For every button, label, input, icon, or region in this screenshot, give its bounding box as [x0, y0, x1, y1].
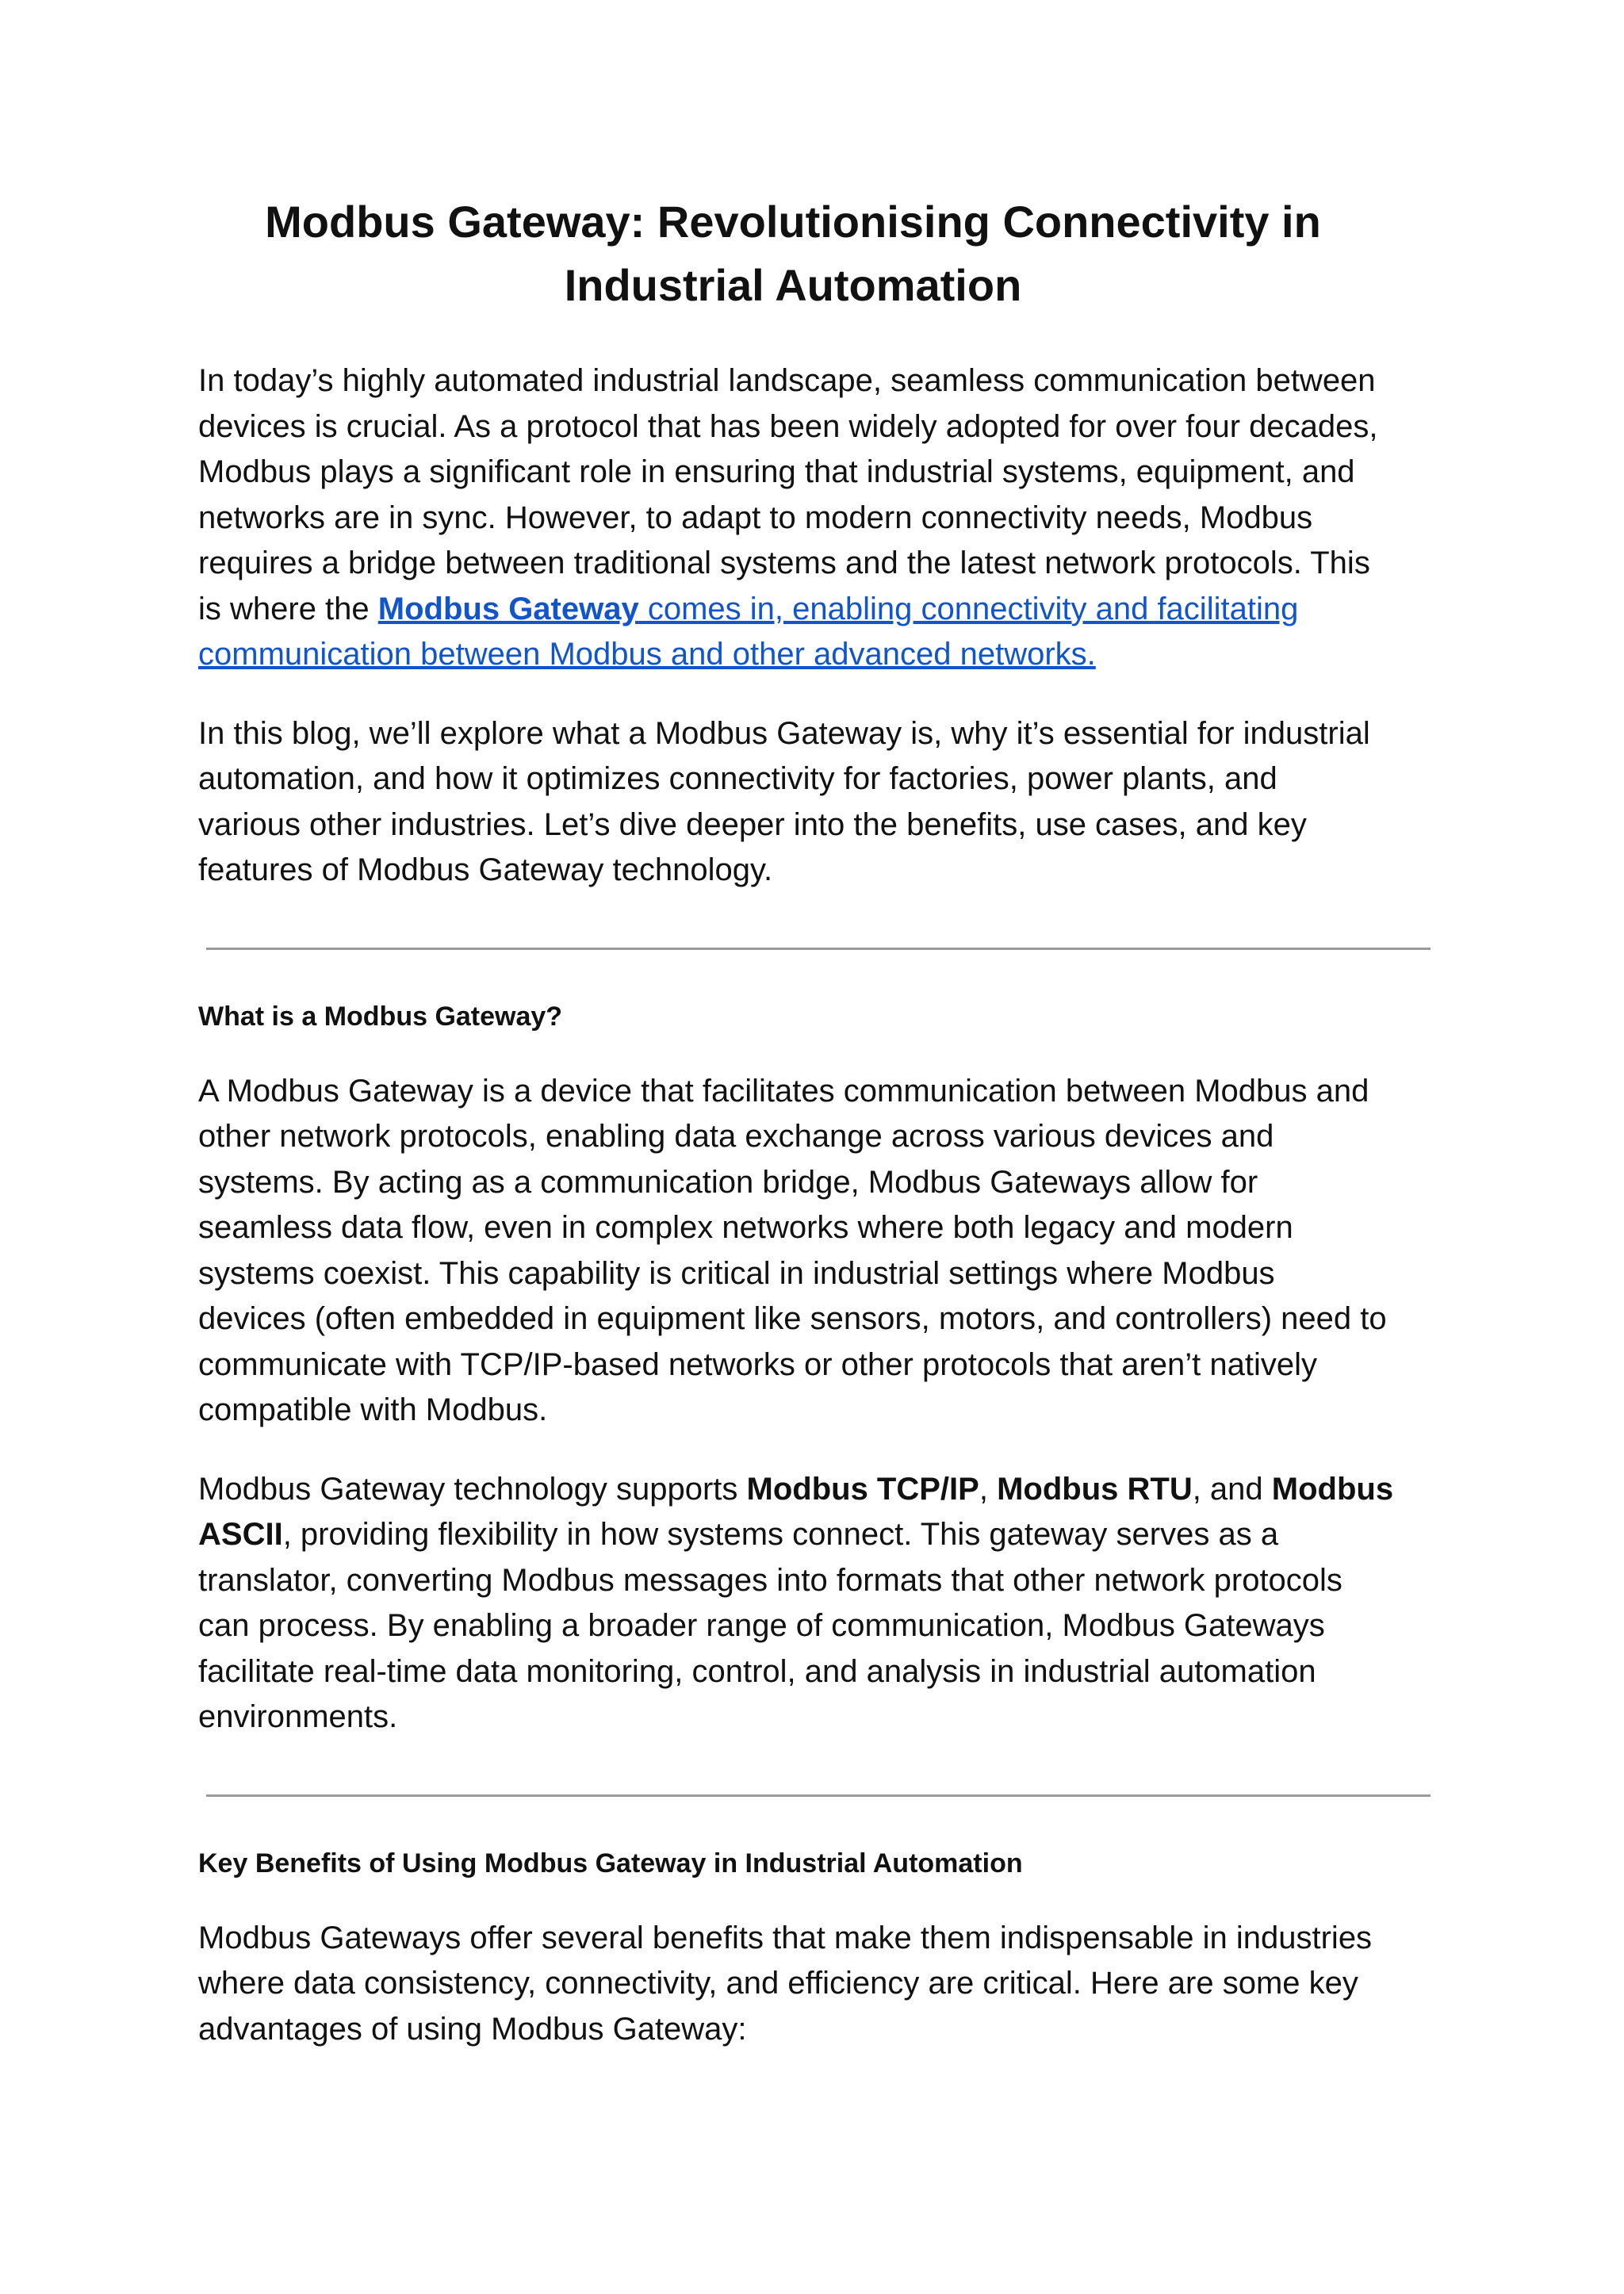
intro-paragraph-2 [198, 711, 1435, 894]
link-bold-text: Modbus Gateway [377, 591, 639, 626]
text-line: advantages of using Modbus Gateway: [198, 2011, 747, 2047]
modbus-gateway-link[interactable] [378, 592, 1299, 626]
text-line: automation, and how it optimizes connectivity for factories, power plants, and [198, 761, 1277, 796]
text-line: In today’s highly automated industrial landscape, seamless communication between [198, 363, 1376, 398]
text-line: features of Modbus Gateway technology. [198, 852, 773, 887]
title-line-2: Industrial Automation [564, 260, 1022, 310]
section-divider [206, 1794, 1431, 1797]
section-heading-key-benefits: Key Benefits of Using Modbus Gateway in Industrial Automation [198, 1848, 1023, 1878]
text-line: translator, converting Modbus messages into formats that other network protocols [198, 1562, 1342, 1598]
section-divider [206, 948, 1431, 950]
text-line: other network protocols, enabling data exchange across various devices and [198, 1119, 1274, 1154]
text-line: systems coexist. This capability is critical in industrial settings where Modbus [198, 1255, 1275, 1291]
bold-term-tcp-ip: Modbus TCP/IP [746, 1471, 979, 1507]
text-line: facilitate real-time data monitoring, control, and analysis in industrial automation [198, 1653, 1316, 1689]
text-fragment: , providing flexibility in how systems connect. This gateway serves as a [282, 1517, 1279, 1552]
intro-paragraph-1 [198, 358, 1435, 678]
text-line: compatible with Modbus. [198, 1392, 548, 1427]
text-line: Modbus Gateways offer several benefits that make them indispensable in industries [198, 1920, 1373, 1955]
text-fragment: , and [1192, 1471, 1272, 1507]
text-line: requires a bridge between traditional systems and the latest network protocols. This [198, 546, 1370, 580]
text-line: networks are in sync. However, to adapt to modern connectivity needs, Modbus [198, 500, 1313, 535]
text-fragment: , [979, 1471, 998, 1507]
text-line: where data consistency, connectivity, and efficiency are critical. Here are some key [198, 1966, 1358, 2001]
text-fragment: is where the [198, 591, 378, 626]
text-line: seamless data flow, even in complex networks where both legacy and modern [198, 1210, 1293, 1245]
text-line: devices (often embedded in equipment like sensors, motors, and controllers) need to [198, 1301, 1387, 1336]
text-line: A Modbus Gateway is a device that facilitates communication between Modbus and [198, 1073, 1369, 1109]
text-line: In this blog, we’ll explore what a Modbus Gateway is, why it’s essential for industrial [198, 715, 1370, 751]
section-heading-what-is: What is a Modbus Gateway? [198, 1001, 563, 1032]
document-title [174, 190, 1411, 317]
bold-term-modbus: Modbus [1271, 1471, 1394, 1507]
text-line [198, 587, 1435, 633]
text-line: communicate with TCP/IP-based networks or other protocols that aren’t natively [198, 1346, 1318, 1382]
text-fragment: Modbus Gateway technology supports [198, 1471, 747, 1507]
link-text: comes in, enabling connectivity and facilitating [638, 591, 1299, 626]
text-line: systems. By acting as a communication bridge, Modbus Gateways allow for [198, 1164, 1258, 1200]
text-line: Modbus plays a significant role in ensuring that industrial systems, equipment, and [198, 454, 1355, 489]
bold-term-rtu: Modbus RTU [997, 1471, 1193, 1507]
text-line: environments. [198, 1699, 398, 1734]
document-page [198, 190, 1435, 2085]
text-line: various other industries. Let’s dive deeper into the benefits, use cases, and key [198, 806, 1307, 842]
text-line [198, 632, 1435, 678]
text-line [198, 1512, 1435, 1558]
section2-paragraph-1 [198, 1916, 1435, 2053]
title-line-1: Modbus Gateway: Revolutionising Connectivity in [265, 197, 1321, 247]
text-line [198, 1467, 1435, 1513]
bold-term-ascii: ASCII [198, 1517, 283, 1552]
text-line: devices is crucial. As a protocol that has been widely adopted for over four decades, [198, 408, 1378, 444]
modbus-gateway-link-continued[interactable]: communication between Modbus and other advanced networks. [198, 637, 1096, 672]
text-line: can process. By enabling a broader range of communication, Modbus Gateways [198, 1608, 1325, 1643]
section1-paragraph-1 [198, 1069, 1435, 1434]
section1-paragraph-2 [198, 1467, 1435, 1741]
